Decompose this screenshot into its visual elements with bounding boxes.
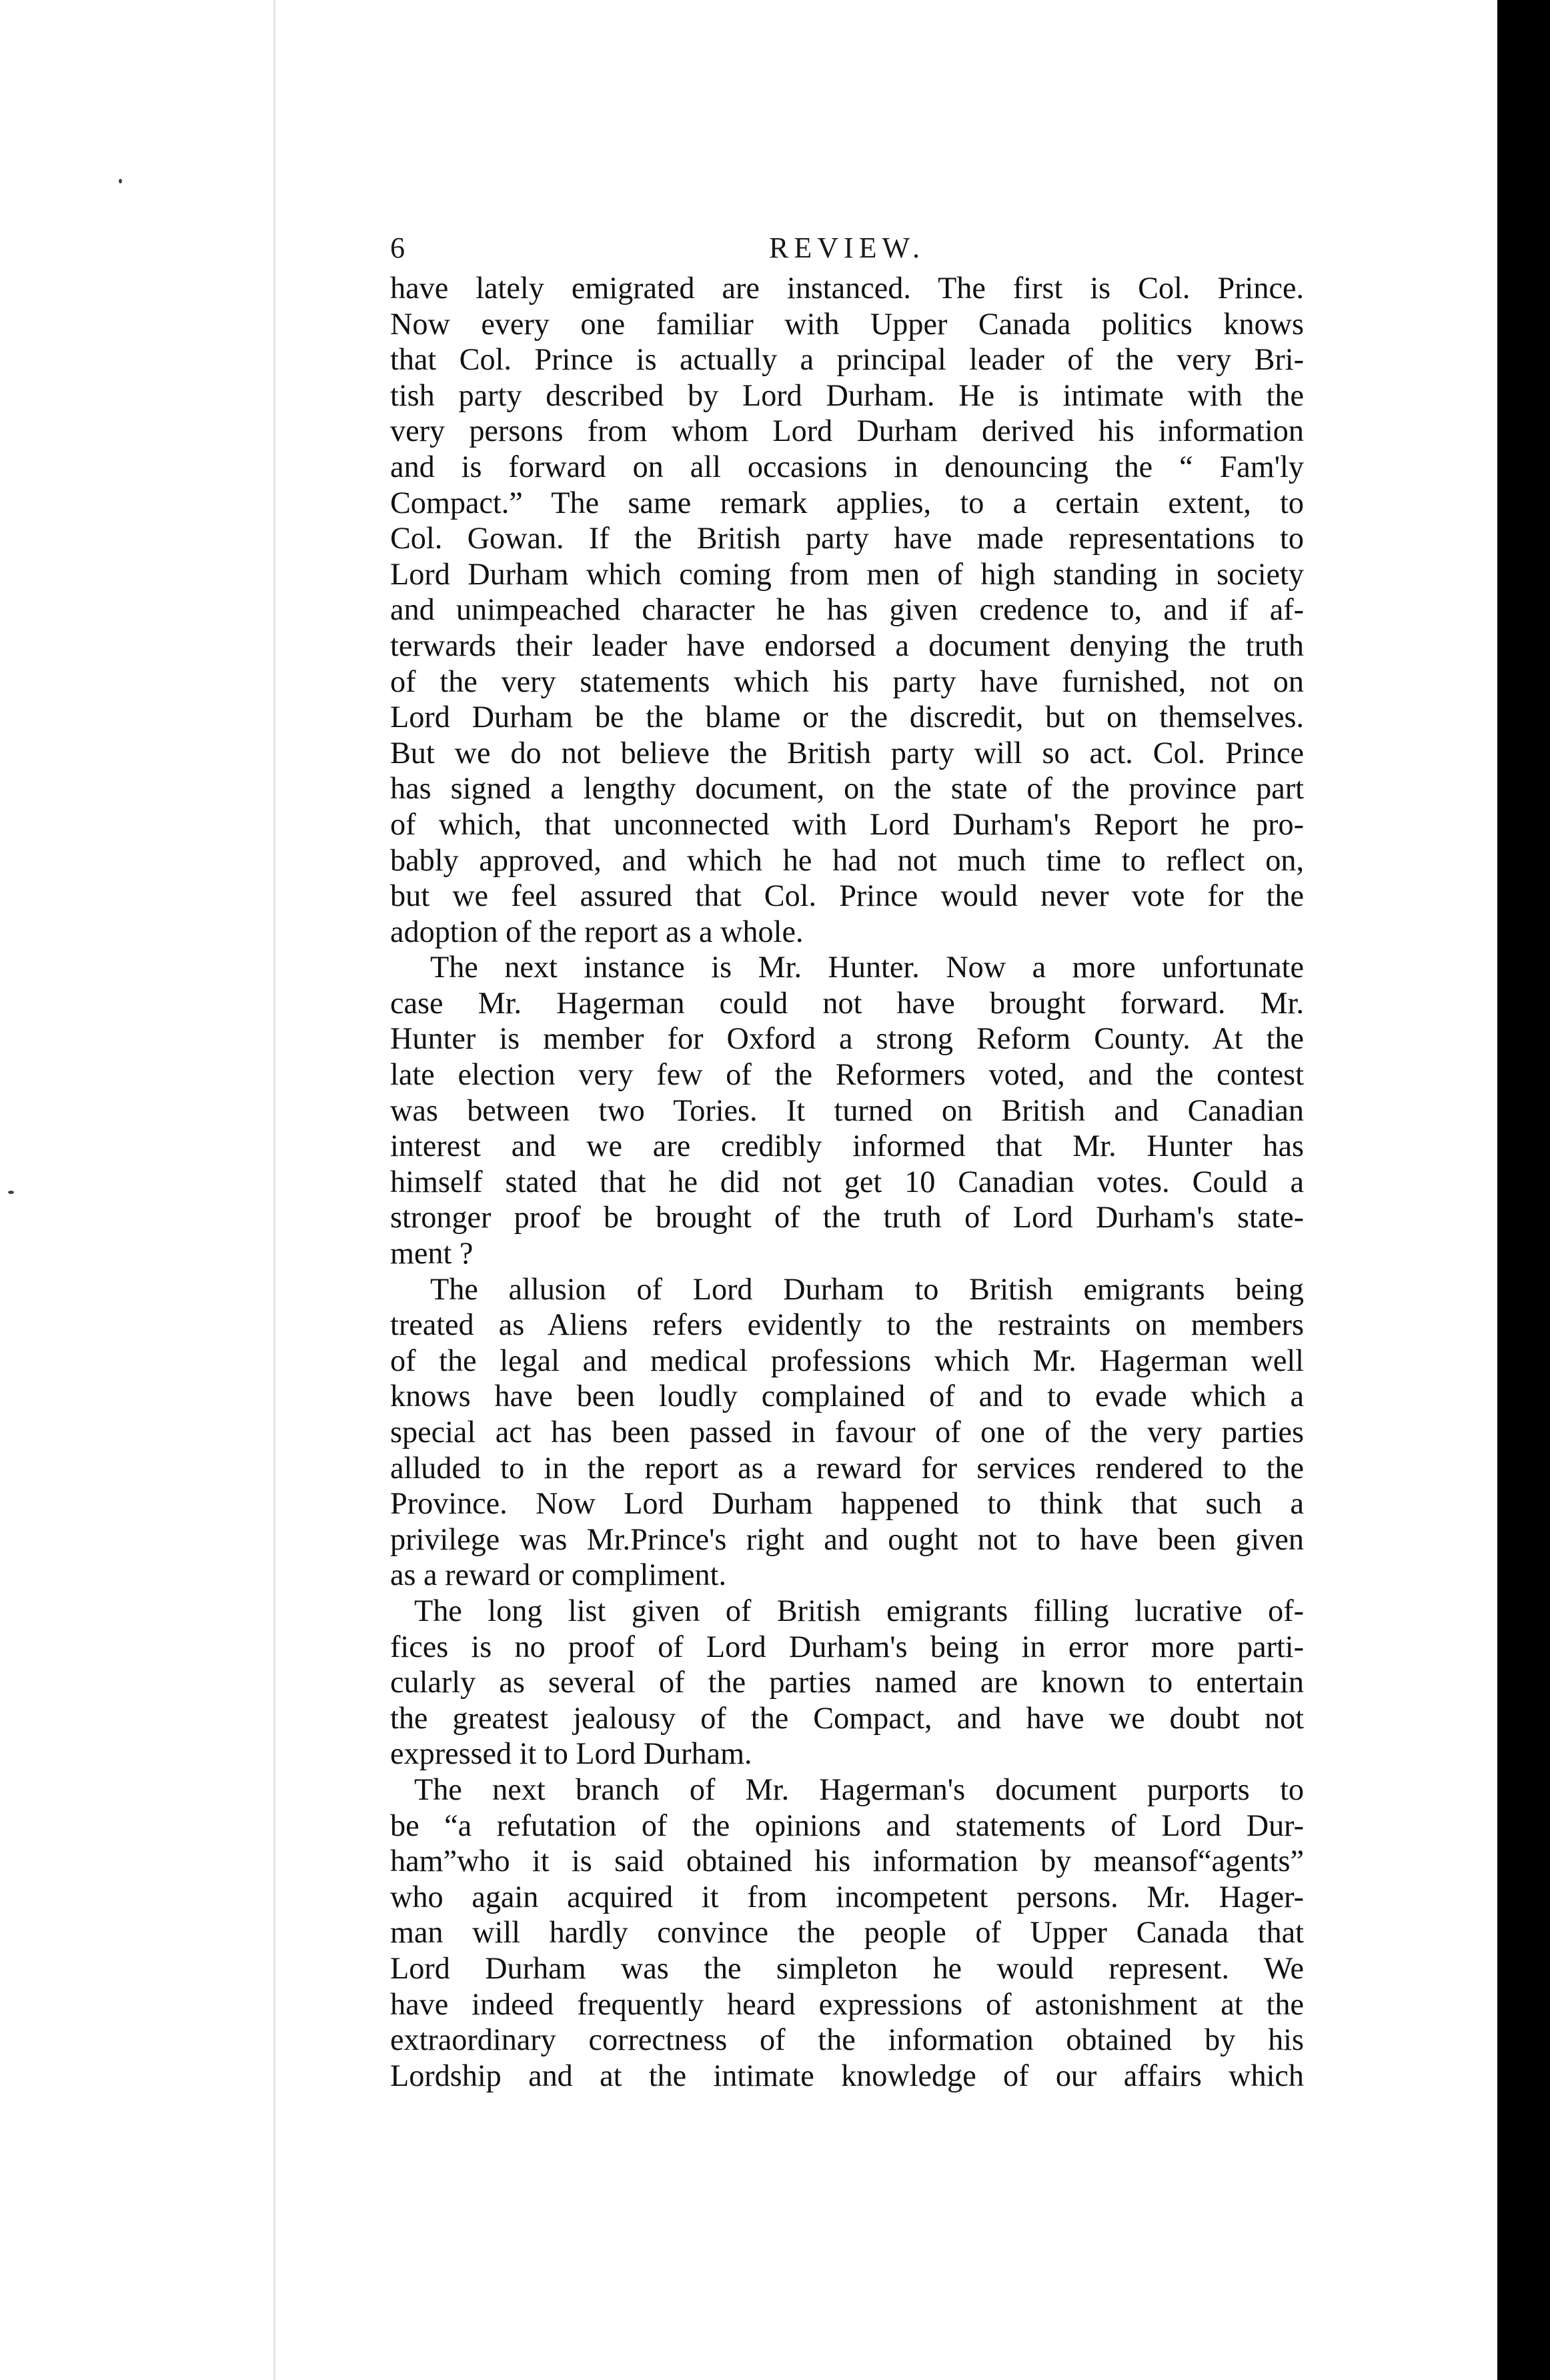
text-line: knows have been loudly complained of and to evade which a xyxy=(390,1379,1304,1413)
text-line: that Col. Prince is actually a principal leader of the very Bri- xyxy=(390,342,1304,377)
text-line: The next branch of Mr. Hagerman's document purports to xyxy=(414,1772,1304,1806)
text-line: tish party described by Lord Durham. He is intimate with the xyxy=(390,378,1304,412)
text-line: Province. Now Lord Durham happened to think that such a xyxy=(390,1486,1304,1521)
page-number: 6 xyxy=(390,231,405,264)
text-line: late election very few of the Reformers voted, and the contest xyxy=(390,1057,1304,1092)
ink-speck xyxy=(119,179,122,183)
text-line: ment ? xyxy=(390,1236,474,1271)
text-line: adoption of the report as a whole. xyxy=(390,914,804,949)
text-line: special act has been passed in favour of one of the very parties xyxy=(390,1415,1304,1449)
text-line: bably approved, and which he had not much time to reflect on, xyxy=(390,842,1304,877)
text-line: was between two Tories. It turned on British and Canadian xyxy=(390,1093,1304,1127)
text-line: be “a refutation of the opinions and statements of Lord Dur- xyxy=(390,1808,1304,1842)
text-line: as a reward or compliment. xyxy=(390,1558,727,1592)
text-line: extraordinary correctness of the information obtained by his xyxy=(390,2022,1304,2057)
text-line: The next instance is Mr. Hunter. Now a more unfortunate xyxy=(430,950,1304,985)
text-line: fices is no proof of Lord Durham's being in error more parti- xyxy=(390,1629,1304,1664)
text-line: have indeed frequently heard expressions of astonishment at the xyxy=(390,1986,1304,2021)
running-head: REVIEW. xyxy=(768,231,926,264)
text-line: but we feel assured that Col. Prince would never vote for the xyxy=(390,878,1304,913)
text-line: The long list given of British emigrants filling lucrative of- xyxy=(414,1593,1304,1628)
text-line: Now every one familiar with Upper Canada politics knows xyxy=(390,306,1304,341)
text-line: has signed a lengthy document, on the state of the province part xyxy=(390,771,1304,806)
text-line: cularly as several of the parties named are known to entertain xyxy=(390,1665,1304,1700)
page-fold-shadow xyxy=(273,0,275,2380)
text-line: of the legal and medical professions which Mr. Hagerman well xyxy=(390,1343,1304,1377)
text-line: Hunter is member for Oxford a strong Reform County. At the xyxy=(390,1021,1304,1056)
text-line: himself stated that he did not get 10 Canadian votes. Could a xyxy=(390,1164,1304,1199)
text-line: Lord Durham which coming from men of high standing in society xyxy=(390,556,1304,591)
text-line: terwards their leader have endorsed a document denying the truth xyxy=(390,628,1304,662)
text-line: Lordship and at the intimate knowledge of our affairs which xyxy=(390,2058,1304,2093)
text-line: stronger proof be brought of the truth of Lord Durham's state- xyxy=(390,1200,1304,1235)
text-line: interest and we are credibly informed that Mr. Hunter has xyxy=(390,1129,1304,1163)
text-line: of the very statements which his party have furnished, not on xyxy=(390,664,1304,698)
text-line: Col. Gowan. If the British party have made representations to xyxy=(390,521,1304,556)
text-line: very persons from whom Lord Durham derived his information xyxy=(390,414,1304,448)
text-line: of which, that unconnected with Lord Durham's Report he pro- xyxy=(390,806,1304,841)
text-line: and is forward on all occasions in denouncing the “ Fam'ly xyxy=(390,449,1304,484)
ink-speck xyxy=(8,1191,14,1194)
text-line: The allusion of Lord Durham to British emigrants being xyxy=(430,1271,1304,1306)
text-line: Lord Durham be the blame or the discredit, but on themselves. xyxy=(390,700,1304,734)
text-line: Compact.” The same remark applies, to a certain extent, to xyxy=(390,485,1304,520)
text-line: expressed it to Lord Durham. xyxy=(390,1736,752,1771)
text-line: the greatest jealousy of the Compact, and have we doubt not xyxy=(390,1700,1304,1735)
text-line: treated as Aliens refers evidently to the restraints on members xyxy=(390,1307,1304,1342)
text-line: who again acquired it from incompetent persons. Mr. Hager- xyxy=(390,1879,1304,1914)
text-line: But we do not believe the British party will so act. Col. Prince xyxy=(390,735,1304,770)
text-line: man will hardly convince the people of Upper Canada that xyxy=(390,1915,1304,1950)
text-line: case Mr. Hagerman could not have brought forward. Mr. xyxy=(390,985,1304,1020)
text-line: alluded to in the report as a reward for services rendered to the xyxy=(390,1450,1304,1485)
body-text xyxy=(390,270,1304,2093)
text-line: privilege was Mr.Prince's right and ought not to have been given xyxy=(390,1522,1304,1556)
text-line: have lately emigrated are instanced. The first is Col. Prince. xyxy=(390,271,1304,305)
text-line: ham”who it is said obtained his information by meansof“agents” xyxy=(390,1844,1304,1878)
text-line: and unimpeached character he has given credence to, and if af- xyxy=(390,592,1304,627)
text-line: Lord Durham was the simpleton he would represent. We xyxy=(390,1950,1304,1985)
